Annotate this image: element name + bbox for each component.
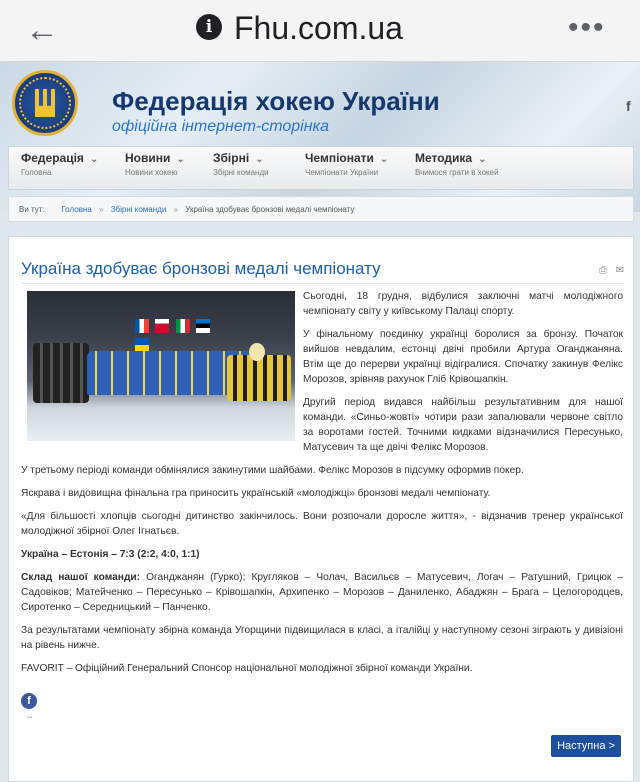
print-icon[interactable]: ⎙	[599, 265, 607, 276]
mascot	[249, 343, 265, 361]
nav-item-championships[interactable]	[305, 151, 388, 177]
facebook-side-icon[interactable]: f	[626, 98, 631, 114]
cheerleaders-group	[227, 355, 291, 401]
officials-group	[33, 343, 89, 403]
trident-icon	[35, 89, 55, 117]
flag-icon	[155, 319, 169, 333]
browser-toolbar	[0, 0, 640, 62]
nav-item-news[interactable]	[125, 151, 185, 177]
nav-sub: Головна	[21, 168, 52, 177]
nav-label: Федерація	[21, 151, 84, 165]
main-nav	[8, 146, 634, 190]
federation-logo[interactable]	[12, 70, 78, 136]
nav-sub: Чемпіонати України	[305, 168, 379, 177]
site-title[interactable]: Федерація хокею України	[112, 86, 440, 116]
site-subtitle: офіційна інтернет-сторінка	[112, 118, 329, 135]
title-divider	[21, 283, 623, 284]
nav-label: Новини	[125, 151, 171, 165]
lineup-paragraph	[21, 570, 623, 615]
nav-sub: Збірні команди	[213, 168, 269, 177]
breadcrumb-home[interactable]: Головна	[61, 205, 92, 214]
chevron-down-icon: ⌄	[379, 154, 389, 165]
nav-item-methodology[interactable]	[415, 151, 499, 177]
nav-item-federation[interactable]	[21, 151, 98, 177]
flag-icon	[196, 319, 210, 333]
nav-sub: Новини хокею	[125, 168, 178, 177]
arrow-left-icon[interactable]: ←	[25, 11, 59, 49]
flag-icon	[135, 338, 149, 352]
chevron-down-icon: ⌄	[255, 154, 264, 165]
breadcrumb-separator	[52, 205, 54, 214]
match-score: Україна – Естонія – 7:3 (2:2, 4:0, 1:1)	[21, 549, 200, 560]
chevron-down-icon: ⌄	[89, 154, 99, 165]
breadcrumb-current: Україна здобуває бронзові медалі чемпіонату	[185, 205, 355, 214]
breadcrumb-prefix: Ви тут:	[19, 205, 45, 214]
nav-sub: Вчимося грати в хокей	[415, 168, 499, 177]
flag-icon	[135, 319, 149, 333]
article-panel	[8, 236, 634, 782]
facebook-counter: •••	[27, 715, 33, 721]
lineup-label: Склад нашої команди:	[21, 572, 141, 583]
article-paragraph: «Для більшості хлопців сьогодні дитинство закінчилось. Вони розпочали доросле життя», - відзначив тренер української молодіжної збірної Олег Ігнатьєв.	[21, 511, 623, 537]
flag-icon	[176, 319, 190, 333]
url-bar[interactable]: Fhu.com.ua	[234, 10, 403, 46]
article-paragraph: Сьогодні, 18 грудня, відбулися заключні матчі молодіжного чемпіонату світу у київському Палаці спорту.	[303, 291, 623, 317]
article-paragraph: У третьому періоді команди обмінялися закинутими шайбами. Фелікс Морозов в підсумку оформив покер.	[21, 465, 524, 476]
nav-item-teams[interactable]	[213, 151, 269, 177]
article-paragraph: Другий період видався найбільш результативним для нашої команди. «Синьо-жовті» чотири рази запалювали червоне світло за воротами гостей. Точними кидками відзначилися Пересунько, Матусевич та ще двічі Фелікс Морозов.	[303, 397, 623, 453]
more-dots-icon[interactable]: •••	[568, 11, 606, 44]
article-paragraph: FAVORIT – Офіційний Генеральний Спонсор національної молодіжної збірної команди України.	[21, 663, 473, 674]
article-paragraph: За результатами чемпіонату збірна команда Угорщини підвищилася в класі, а італійці у наступному сезоні зіграють у дивізіоні на рівень нижче.	[21, 625, 623, 651]
chevron-down-icon: ⌄	[176, 154, 185, 165]
nav-label: Методика	[415, 151, 473, 165]
article-title[interactable]: Україна здобуває бронзові медалі чемпіонату	[21, 259, 381, 278]
breadcrumb-section[interactable]: Збірні команди	[110, 205, 167, 214]
breadcrumb-separator: »	[99, 205, 104, 214]
breadcrumb-separator: »	[173, 205, 178, 214]
article-tools	[593, 265, 624, 276]
team-photo[interactable]	[27, 291, 295, 441]
article-paragraph: Яскрава і видовищна фінальна гра приносить українській «молодіжці» бронзові медалі чемпіонату.	[21, 488, 491, 499]
breadcrumb	[8, 196, 634, 222]
next-button[interactable]: Наступна >	[551, 735, 621, 757]
flags	[135, 319, 231, 333]
nav-label: Чемпіонати	[305, 151, 374, 165]
lineup-text: Оганджанян (Гурко); Кругляков – Чолач, Васильєв – Матусевич, Логач – Ратушний, Грицюк – Садовіков; Матейченко – Пересунько – Крівошапкін, Архипенко – Морозов – Даниленко, Абаджян – Брага – Целогородцев, Сиротенко – Середницький – Панченко.	[21, 572, 624, 613]
nav-label: Збірні	[213, 151, 250, 165]
info-icon[interactable]: i	[196, 14, 222, 40]
chevron-down-icon: ⌄	[478, 154, 487, 165]
email-icon[interactable]: ✉	[615, 265, 625, 276]
article-paragraph: У фінальному поєдинку українці боролися за бронзу. Початок вийшов невдалим, естонці двічі пробили Артура Оганджаняна. Втім ще до перерви українці відігралися. Спочатку закинув Фелікс Морозов, зрівняв рахунок Гліб Крівошапкін.	[303, 329, 623, 385]
facebook-icon[interactable]: f	[21, 693, 37, 709]
